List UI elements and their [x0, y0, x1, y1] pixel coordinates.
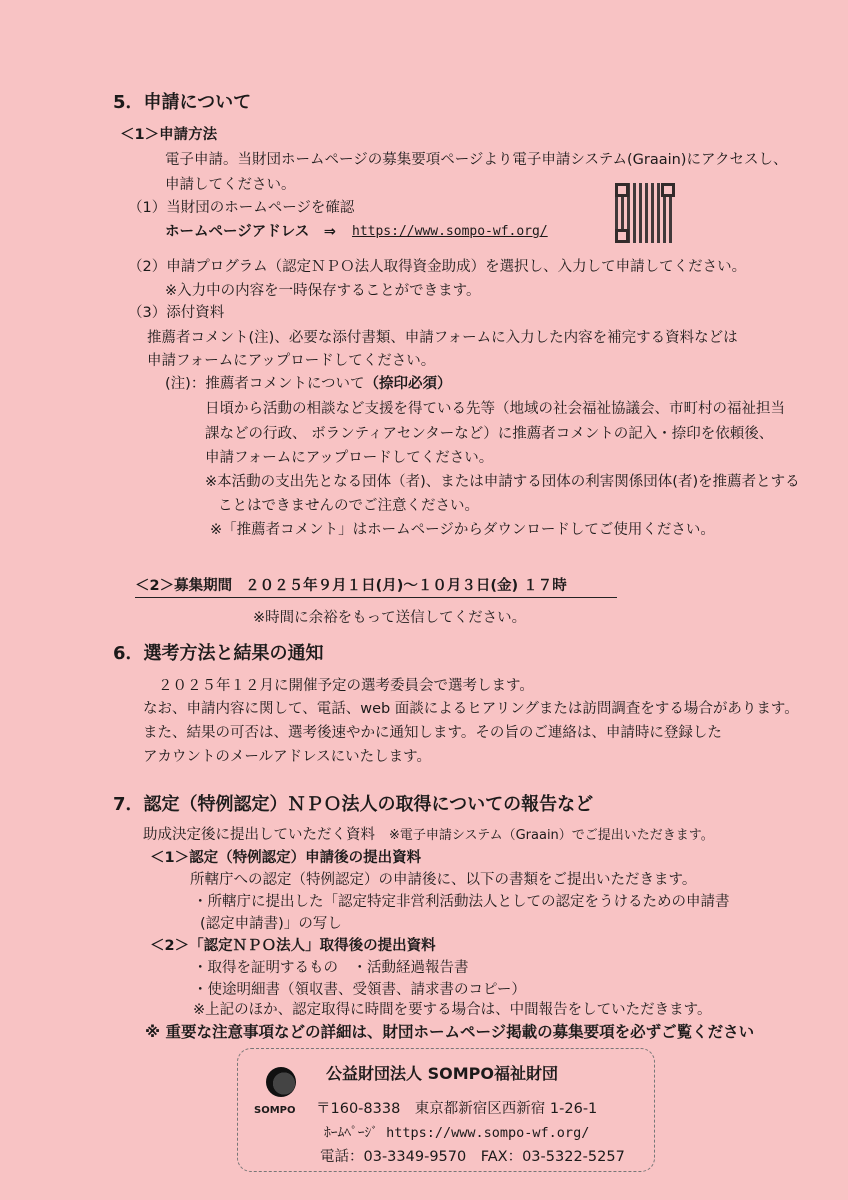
- qr-code-icon: [615, 183, 675, 243]
- item-3-title: （3）添付資料: [128, 305, 225, 321]
- sub-title: ＜1＞認定（特例認定）申請後の提出資料: [150, 850, 422, 866]
- sompo-logo-icon: [266, 1067, 296, 1097]
- logo-text: SOMPO: [254, 1105, 296, 1116]
- text-line: ※本活動の支出先となる団体（者)、または申請する団体の利害関係団体(者)を推薦者とする: [205, 474, 800, 490]
- text-line: 課などの行政、 ボランティアセンターなど）に推薦者コメントの記入・捺印を依頼後、: [205, 426, 774, 442]
- period-label: ＜2＞募集期間: [135, 578, 233, 594]
- seal-required: （捺印必須）: [364, 376, 452, 392]
- section-5-title: 5．申請について: [113, 92, 252, 113]
- text-line: 日頃から活動の相談など支援を得ている先等（地域の社会福祉協議会、市町村の福祉担当: [205, 401, 785, 417]
- important-notice: ※ 重要な注意事項などの詳細は、財団ホームページ掲載の募集要項を必ずご覧ください: [145, 1023, 755, 1041]
- sub-title: ＜2＞「認定ＮＰＯ法人」取得後の提出資料: [150, 938, 436, 954]
- address: 〒160-8338 東京都新宿区西新宿 1-26-1: [316, 1101, 598, 1117]
- org-name: 公益財団法人 SOMPO福祉財団: [326, 1064, 558, 1083]
- text-line: 申請フォームにアップロードしてください。: [205, 450, 494, 466]
- item-1-title: （1）当財団のホームページを確認: [128, 200, 355, 216]
- text-line: ※「推薦者コメント」はホームページからダウンロードしてご使用ください。: [210, 522, 715, 538]
- text-line: なお、申請内容に関して、電話、web 面談によるヒアリングまたは訪問調査をする場合があります。: [143, 701, 799, 717]
- text-line: 推薦者コメント(注)、必要な添付書類、申請フォームに入力した内容を補完する資料などは: [147, 330, 738, 346]
- text-line: 所轄庁への認定（特例認定）の申請後に、以下の書類をご提出いただきます。: [190, 872, 697, 888]
- text-line: アカウントのメールアドレスにいたします。: [143, 749, 431, 765]
- application-period: [135, 577, 617, 598]
- text-line: ・取得を証明するもの ・活動経過報告書: [193, 960, 469, 976]
- homepage-link[interactable]: https://www.sompo-wf.org/: [352, 224, 548, 239]
- phone-fax: 電話：03-3349-9570 FAX：03-5322-5257: [320, 1149, 625, 1165]
- text-line: ※上記のほか、認定取得に時間を要する場合は、中間報告をしていただきます。: [193, 1002, 712, 1018]
- footer-homepage[interactable]: ﾎｰﾑﾍﾟｰｼﾞ https://www.sompo-wf.org/: [324, 1125, 590, 1141]
- note-title: [165, 375, 452, 393]
- intro-note: ※電子申請システム（Graain）でご提出いただきます。: [389, 828, 714, 843]
- footer-contact-box: [237, 1048, 655, 1172]
- text-line: 申請してください。: [165, 177, 296, 193]
- item-2-title: （2）申請プログラム（認定ＮＰＯ法人取得資金助成）を選択し、入力して申請してください。: [128, 259, 747, 275]
- text-line: ※入力中の内容を一時保存することができます。: [165, 283, 481, 299]
- text-line: ことはできませんのでご注意ください。: [218, 498, 479, 514]
- text-line: 申請フォームにアップロードしてください。: [147, 353, 436, 369]
- text-line: ※時間に余裕をもって送信してください。: [253, 610, 527, 626]
- text-line: ・所轄庁に提出した「認定特定非営利活動法人としての認定をうけるための申請書: [193, 894, 730, 910]
- text-line: 電子申請。当財団ホームページの募集要項ページより電子申請システム(Graain)にアクセスし、: [165, 152, 788, 168]
- text-line: また、結果の可否は、選考後速やかに通知します。その旨のご連絡は、申請時に登録した: [143, 725, 722, 741]
- text-line: [143, 826, 714, 845]
- section-7-title: 7．認定（特例認定）ＮＰＯ法人の取得についての報告など: [113, 794, 594, 815]
- text-line: ２０２５年１２月に開催予定の選考委員会で選考します。: [158, 678, 534, 694]
- intro: 助成決定後に提出していただく資料: [143, 827, 375, 843]
- note-title-text: (注)：推薦者コメントについて: [165, 376, 365, 392]
- text-line: ・使途明細書（領収書、受領書、請求書のコピー）: [193, 982, 526, 998]
- period-dates: ２０２５年９月１日(月)～１０月３日(金) １７時: [245, 578, 567, 594]
- text-line: (認定申請書)」の写し: [200, 916, 342, 932]
- apply-method-title: ＜1＞申請方法: [120, 127, 218, 143]
- homepage-address-label: ホームページアドレス ⇒: [165, 224, 336, 240]
- section-6-title: 6．選考方法と結果の通知: [113, 643, 324, 664]
